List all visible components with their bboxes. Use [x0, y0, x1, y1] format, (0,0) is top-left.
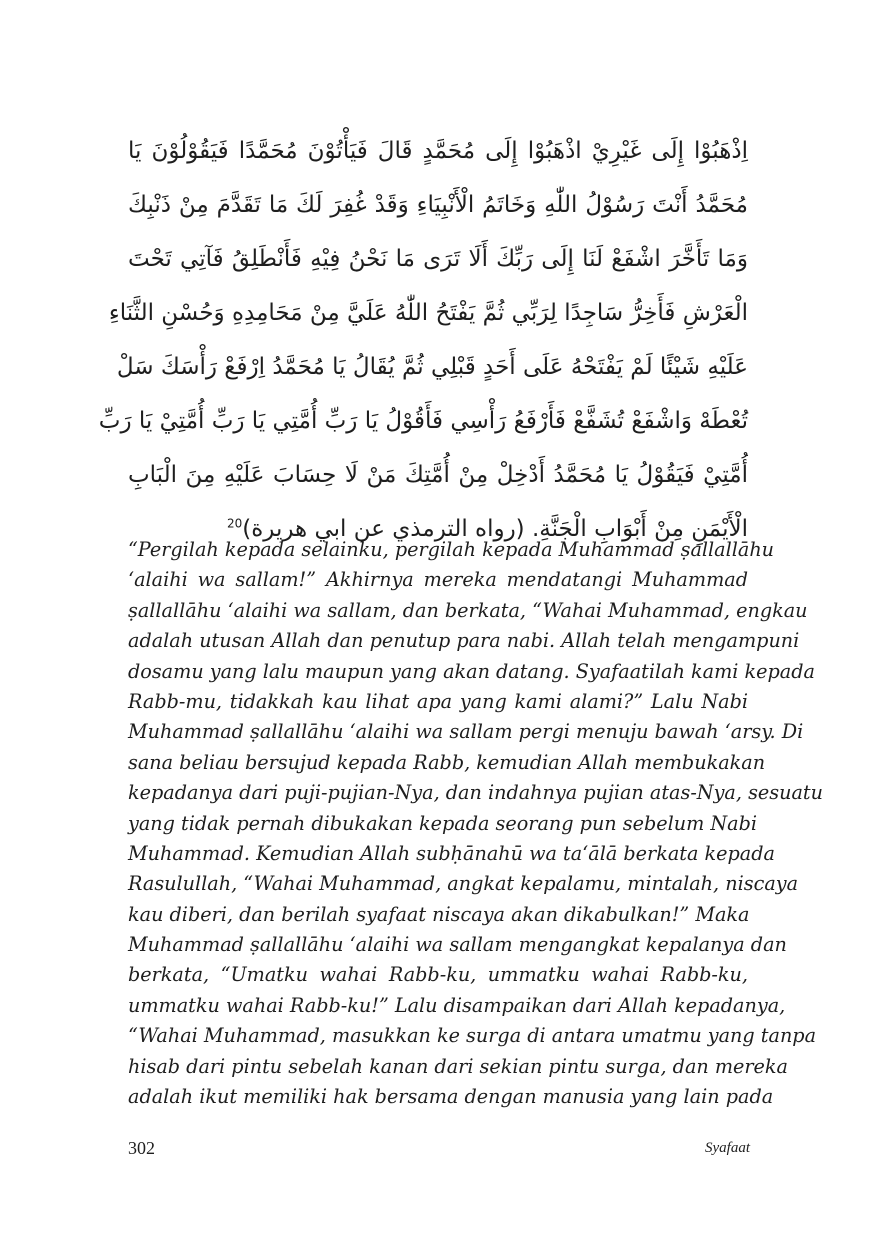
translation-line: kau diberi, dan berilah syafaat niscaya akan dikabulkan!” Maka	[128, 902, 750, 926]
translation-line: ummatku wahai Rabb-ku!” Lalu disampaikan dari Allah kepadanya,	[128, 993, 786, 1017]
translation-line: Muhammad. Kemudian Allah subḥānahū wa ta‘ālā berkata kepada	[128, 841, 775, 865]
translation-line: adalah ikut memiliki hak bersama dengan manusia yang lain pada	[128, 1085, 774, 1109]
arabic-line: مُحَمَّدُ أَنْتَ رَسُوْلُ اللّٰهِ وَخَاتَمُ الْأَنْبِيَاءِ وَقَدْ غُفِرَ لَكَ مَا تَقَدَّمَ مِنْ ذَنْبِكَ	[128, 192, 748, 218]
translation-line: yang tidak pernah dibukakan kepada seorang pun sebelum Nabi	[128, 811, 758, 835]
arabic-hadith-text	[98, 124, 748, 556]
footnote-reference[interactable]: 20	[226, 516, 243, 531]
running-title: Syafaat	[705, 1140, 750, 1156]
arabic-line: وَمَا تَأَخَّرَ اشْفَعْ لَنَا إِلَى رَبِّكَ أَلَا تَرَى مَا نَحْنُ فِيْهِ فَأَنْطَلِقُ فَآتِي تَحْتَ	[128, 246, 748, 272]
translation-line: berkata, “Umatku wahai Rabb-ku, ummatku wahai Rabb-ku,	[128, 963, 748, 987]
translation-line: Muhammad ṣallallāhu ‘alaihi wa sallam pergi menuju bawah ‘arsy. Di	[128, 720, 804, 744]
arabic-line: الْعَرْشِ فَأَخِرُّ سَاجِدًا لِرَبِّي ثُمَّ يَفْتَحُ اللّٰهُ عَلَيَّ مِنْ مَحَامِدِهِ وَحُسْنِ الثَّنَاءِ	[108, 300, 748, 326]
arabic-line: تُعْطَهْ وَاشْفَعْ تُشَفَّعْ فَأَرْفَعُ رَأْسِي فَأَقُوْلُ يَا رَبِّ أُمَّتِي يَا رَبِّ أُمَّتِيْ يَا رَبِّ	[98, 408, 748, 434]
translation-line: adalah utusan Allah dan penutup para nabi. Allah telah mengampuni	[128, 629, 800, 653]
translation-line: Rasulullah, “Wahai Muhammad, angkat kepalamu, mintalah, niscaya	[128, 872, 799, 896]
translation-line: dosamu yang lalu maupun yang akan datang. Syafaatilah kami kepada	[128, 659, 815, 683]
arabic-line: أُمَّتِيْ فَيَقُوْلُ يَا مُحَمَّدُ أَدْخِلْ مِنْ أُمَّتِكَ مَنْ لَا حِسَابَ عَلَيْهِ مِنَ الْبَابِ	[128, 462, 748, 488]
translation-line: “Pergilah kepada selainku, pergilah kepada Muhammad ṣallallāhu	[128, 538, 775, 561]
translation-line: ‘alaihi wa sallam!” Akhirnya mereka mendatangi Muhammad	[128, 568, 748, 592]
translation-line: Muhammad ṣallallāhu ‘alaihi wa sallam mengangkat kepalanya dan	[128, 933, 787, 957]
translation-line: ṣallallāhu ‘alaihi wa sallam, dan berkata, “Wahai Muhammad, engkau	[128, 598, 808, 622]
translation-line: kepadanya dari puji-pujian-Nya, dan indahnya pujian atas-Nya, sesuatu	[128, 781, 823, 805]
arabic-line: اِذْهَبُوْا إِلَى غَيْرِيْ اذْهَبُوْا إِلَى مُحَمَّدٍ قَالَ فَيَأْتُوْنَ مُحَمَّدًا فَيَقُوْلُوْنَ يَا	[128, 138, 748, 164]
indonesian-translation	[128, 535, 823, 1112]
translation-line: sana beliau bersujud kepada Rabb, kemudian Allah membukakan	[128, 750, 766, 774]
translation-line: Rabb-mu, tidakkah kau lihat apa yang kami alami?” Lalu Nabi	[128, 689, 748, 713]
page-number: 302	[128, 1138, 155, 1158]
arabic-line: عَلَيْهِ شَيْئًا لَمْ يَفْتَحْهُ عَلَى أَحَدٍ قَبْلِي ثُمَّ يُقَالُ يَا مُحَمَّدُ اِرْفَعْ رَأْسَكَ سَلْ	[116, 354, 748, 380]
translation-line: “Wahai Muhammad, masukkan ke surga di antara umatmu yang tanpa	[128, 1024, 817, 1048]
translation-line: hisab dari pintu sebelah kanan dari sekian pintu surga, dan mereka	[128, 1054, 788, 1078]
arabic-line-last-text: الْأَيْمَنِ مِنْ أَبْوَابِ الْجَنَّةِ. (رواه الترمذي عن ابي هريرة)	[242, 516, 748, 542]
